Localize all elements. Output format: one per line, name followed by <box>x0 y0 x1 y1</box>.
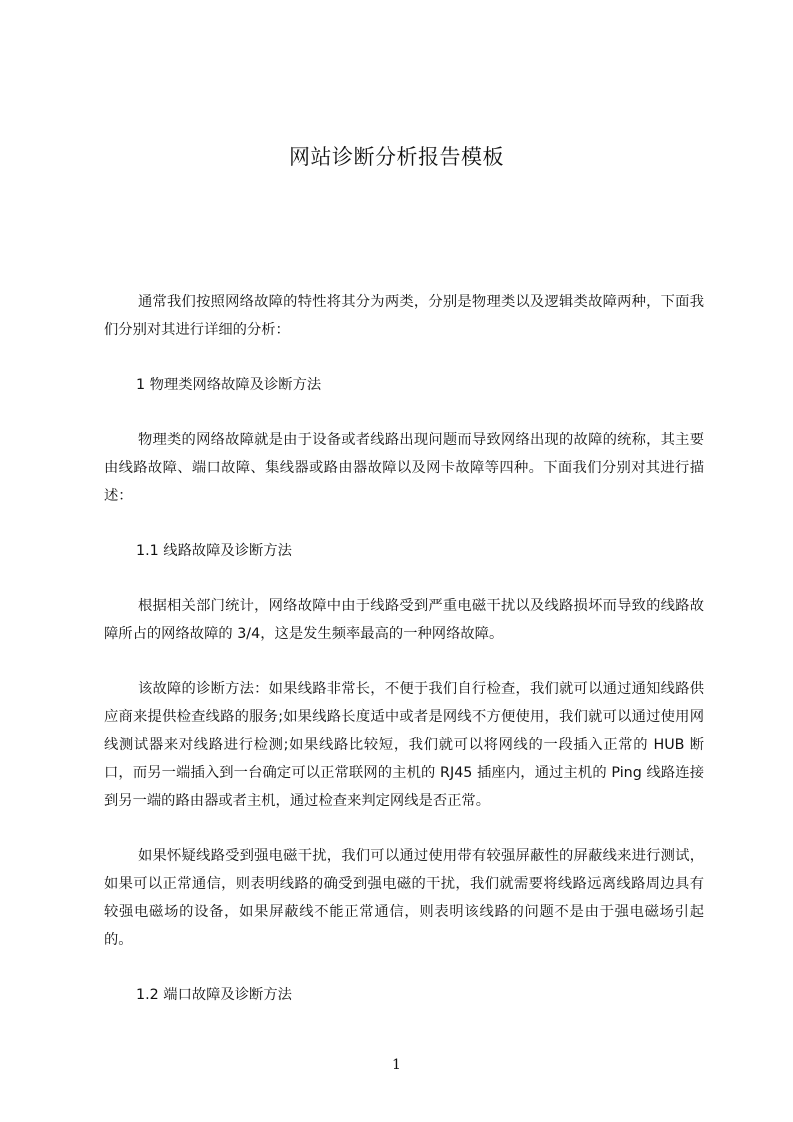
paragraph-physical-faults: 物理类的网络故障就是由于设备或者线路出现问题而导致网络出现的故障的统称，其主要由线路故障、端口故障、集线器或路由器故障以及网卡故障等四种。下面我们分别对其进行描述： <box>104 432 704 504</box>
section-heading-1: 1 物理类网络故障及诊断方法 <box>136 377 322 393</box>
section-heading-1-1: 1.1 线路故障及诊断方法 <box>136 543 292 559</box>
page-title: 网站诊断分析报告模板 <box>289 145 504 169</box>
paragraph-interference: 如果怀疑线路受到强电磁干扰，我们可以通过使用带有较强屏蔽性的屏蔽线来进行测试，如果可以正常通信，则表明线路的确受到强电磁的干扰，我们就需要将线路远离线路周边具有较强电磁场的设备，如果屏蔽线不能正常通信，则表明该线路的问题不是由于强电磁场引起的。 <box>104 848 704 948</box>
paragraph-intro: 通常我们按照网络故障的特性将其分为两类，分别是物理类以及逻辑类故障两种，下面我们分别对其进行详细的分析： <box>104 294 704 338</box>
paragraph-line-diagnosis: 该故障的诊断方法：如果线路非常长，不便于我们自行检查，我们就可以通过通知线路供应商来提供检查线路的服务;如果线路长度适中或者是网线不方便使用，我们就可以通过使用网线测试器来对线路进行检测;如果线路比较短，我们就可以将网线的一段插入正常的 HUB 断口，而另一端插入到一台确定可以正常联网的主机的 RJ45 插座内，通过主机的 Ping 线路连接到另一端的路由器或者主机，通过检查来判定网线是否正常。 <box>104 681 704 809</box>
page-number: 1 <box>392 1057 401 1073</box>
paragraph-line-statistics: 根据相关部门统计，网络故障中由于线路受到严重电磁干扰以及线路损坏而导致的线路故障所占的网络故障的 3/4，这是发生频率最高的一种网络故障。 <box>104 598 704 642</box>
section-heading-1-2: 1.2 端口故障及诊断方法 <box>136 987 292 1003</box>
document-body <box>104 288 704 1009</box>
